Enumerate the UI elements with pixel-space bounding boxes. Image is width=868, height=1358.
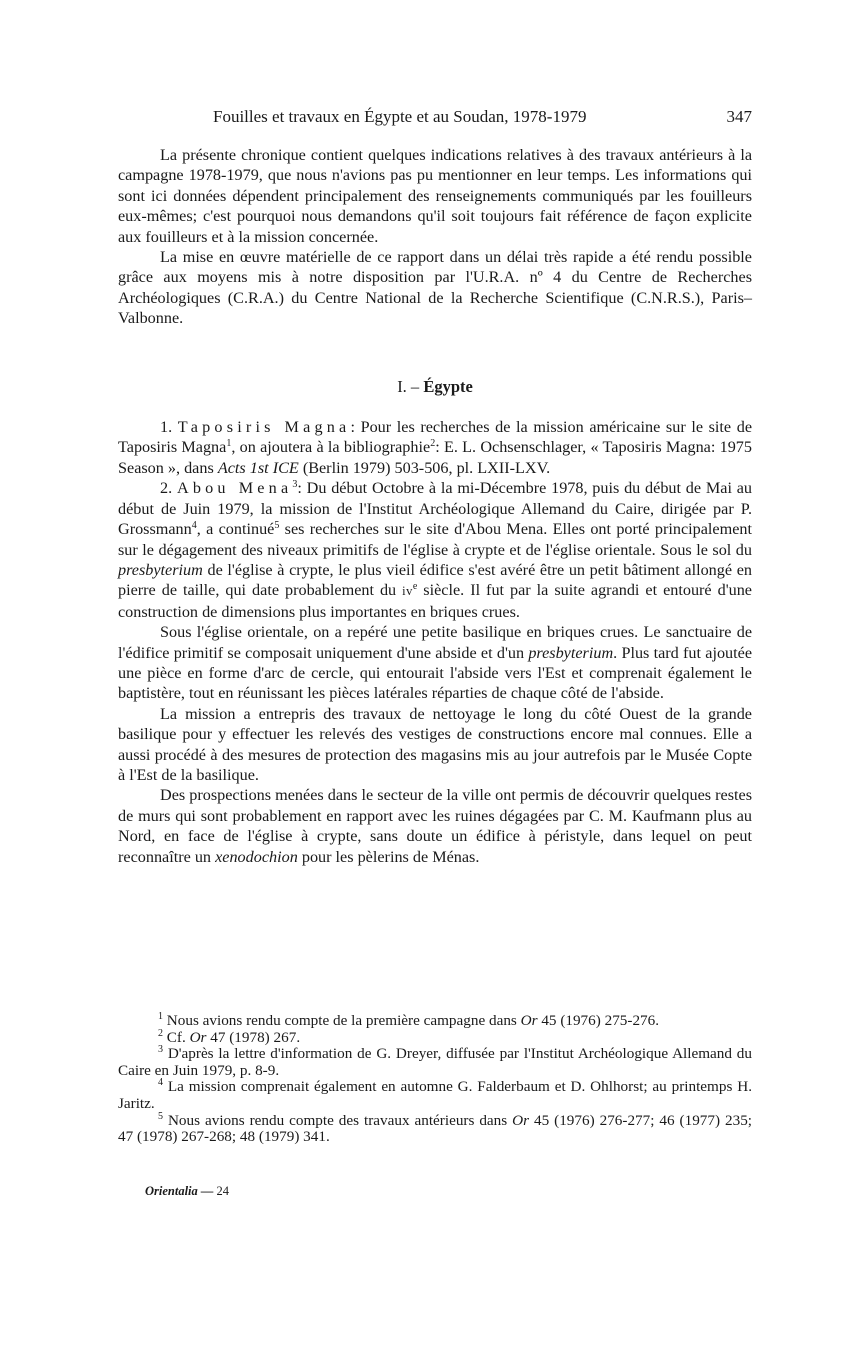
item-number: 2.	[160, 479, 173, 498]
footnote-ref: 2	[430, 438, 436, 450]
main-text	[118, 145, 752, 867]
signature-number: 24	[216, 1184, 230, 1198]
signature-mark: Orientalia — 24	[145, 1184, 230, 1198]
intro-paragraph-1: La présente chronique contient quelques indications relatives à des travaux antérieurs à la campagne 1978-1979, que nous n'avions pas pu mentionner en leur temps. Les informations qui sont ici données dépendent principalement des renseignements communiqués par les fouilleurs eux-mêmes; c'est pourquoi nous demandons qu'il soit toujours fait référence de façon explicite aux fouilleurs et à la mission concernée.	[118, 146, 752, 246]
intro-paragraph-2: La mise en œuvre matérielle de ce rapport dans un délai très rapide a été rendu possible grâce aux moyens mis à notre disposition par l'U.R.A. nº 4 du Centre de Recherches Archéologiques (C.R.A.) du Centre National de la Recherche Scientifique (C.N.R.S.), Paris–Valbonne.	[118, 248, 752, 328]
footnote-2: $^2$ Cf. Or 47 (1978) 267.	[158, 1027, 301, 1046]
footnote-ref: 4	[191, 520, 197, 532]
running-title: Fouilles et travaux en Égypte et au Soudan, 1978-1979	[213, 107, 587, 126]
section-numeral: I. –	[397, 376, 420, 396]
paragraph-prospections: Des prospections menées dans le secteur de la ville ont permis de découvrir quelques restes de murs qui sont probablement en rapport avec les ruines dégagées par C. M. Kaufmann plus au Nord, en face de l'église à crypte, sans doute un édifice à péristyle, dans lequel on peut reconnaître un xenodochion pour les pèlerins de Ménas.	[118, 786, 752, 866]
section-title: Égypte	[423, 376, 473, 396]
footnote-ref: 3	[292, 479, 298, 491]
footnote-5: $^5$ Nous avions rendu compte des travaux antérieurs dans Or 45 (1976) 276-277; 46 (1977) 235; 47 (1978) 267-268; 48 (1979) 341.	[118, 1110, 753, 1146]
footnote-3: $^3$ D'après la lettre d'information de G. Dreyer, diffusée par l'Institut Archéologique Allemand du Caire en Juin 1979, p. 8-9.	[118, 1044, 752, 1079]
page-number: 347	[726, 107, 752, 126]
site-name: Abou Mena	[176, 479, 293, 498]
footnote-4: $^4$ La mission comprenait également en automne G. Falderbaum et D. Ohlhorst; au printemps H. Jaritz.	[118, 1077, 752, 1112]
paragraph-taposiris: 1. Taposiris Magna: Pour les recherches de la mission américaine sur le site de Taposiris Magna$^1$, on ajoutera à la bibliographie$^2$: E. L. Ochsenschlager, « Taposiris Magna: 1975 Season », dans Acts 1st ICE (Berlin 1979) 503-506, pl. LXII-LXV.	[118, 418, 752, 477]
footnote-ref: 5	[274, 520, 280, 532]
section-heading	[118, 377, 752, 397]
paragraph-basilique: Sous l'église orientale, on a repéré une petite basilique en briques crues. Le sanctuaire de l'édifice primitif se composait uniquement d'une abside et d'un presbyterium. Plus tard fut ajoutée une pièce en forme d'arc de cercle, qui entourait l'abside vers l'Est et comprenait également le baptistère, tout en réunissant les pièces latérales réparties de chaque côté de l'abside.	[118, 623, 753, 703]
journal-name: Orientalia	[145, 1184, 198, 1198]
footnote-1: $^1$ Nous avions rendu compte de la première campagne dans Or 45 (1976) 275-276.	[158, 1011, 660, 1029]
footnotes	[118, 1013, 752, 1146]
paragraph-nettoyage: La mission a entrepris des travaux de nettoyage le long du côté Ouest de la grande basilique pour y effectuer les relevés des vestiges de constructions encore mal connues. Elle a aussi procédé à des mesures de protection des magasins mis au jour autrefois par le Musée Copte à l'Est de la basilique.	[118, 704, 752, 784]
paragraph-abou-mena: 2. Abou Mena$^3$: Du début Octobre à la mi-Décembre 1978, puis du début de Mai au début de Juin 1979, la mission de l'Institut Archéologique Allemand du Caire, dirigée par P. Grossmann$^4$, a continué$^5$ ses recherches sur le site d'Abou Mena. Elles ont porté principalement sur le dégagement des niveaux primitifs de l'église à crypte et de l'église orientale. Sous le sol du presbyterium de l'église à crypte, le plus vieil édifice s'est avéré être un petit bâtiment allongé en pierre de taille, qui date probablement du $iv^e$ siècle. Il fut par la suite agrandi et entouré d'une construction de dimensions plus importantes en briques crues.	[118, 479, 753, 621]
site-name: Taposiris Magna	[177, 418, 351, 437]
footnote-ref: 1	[226, 438, 232, 450]
item-number: 1.	[160, 418, 173, 437]
